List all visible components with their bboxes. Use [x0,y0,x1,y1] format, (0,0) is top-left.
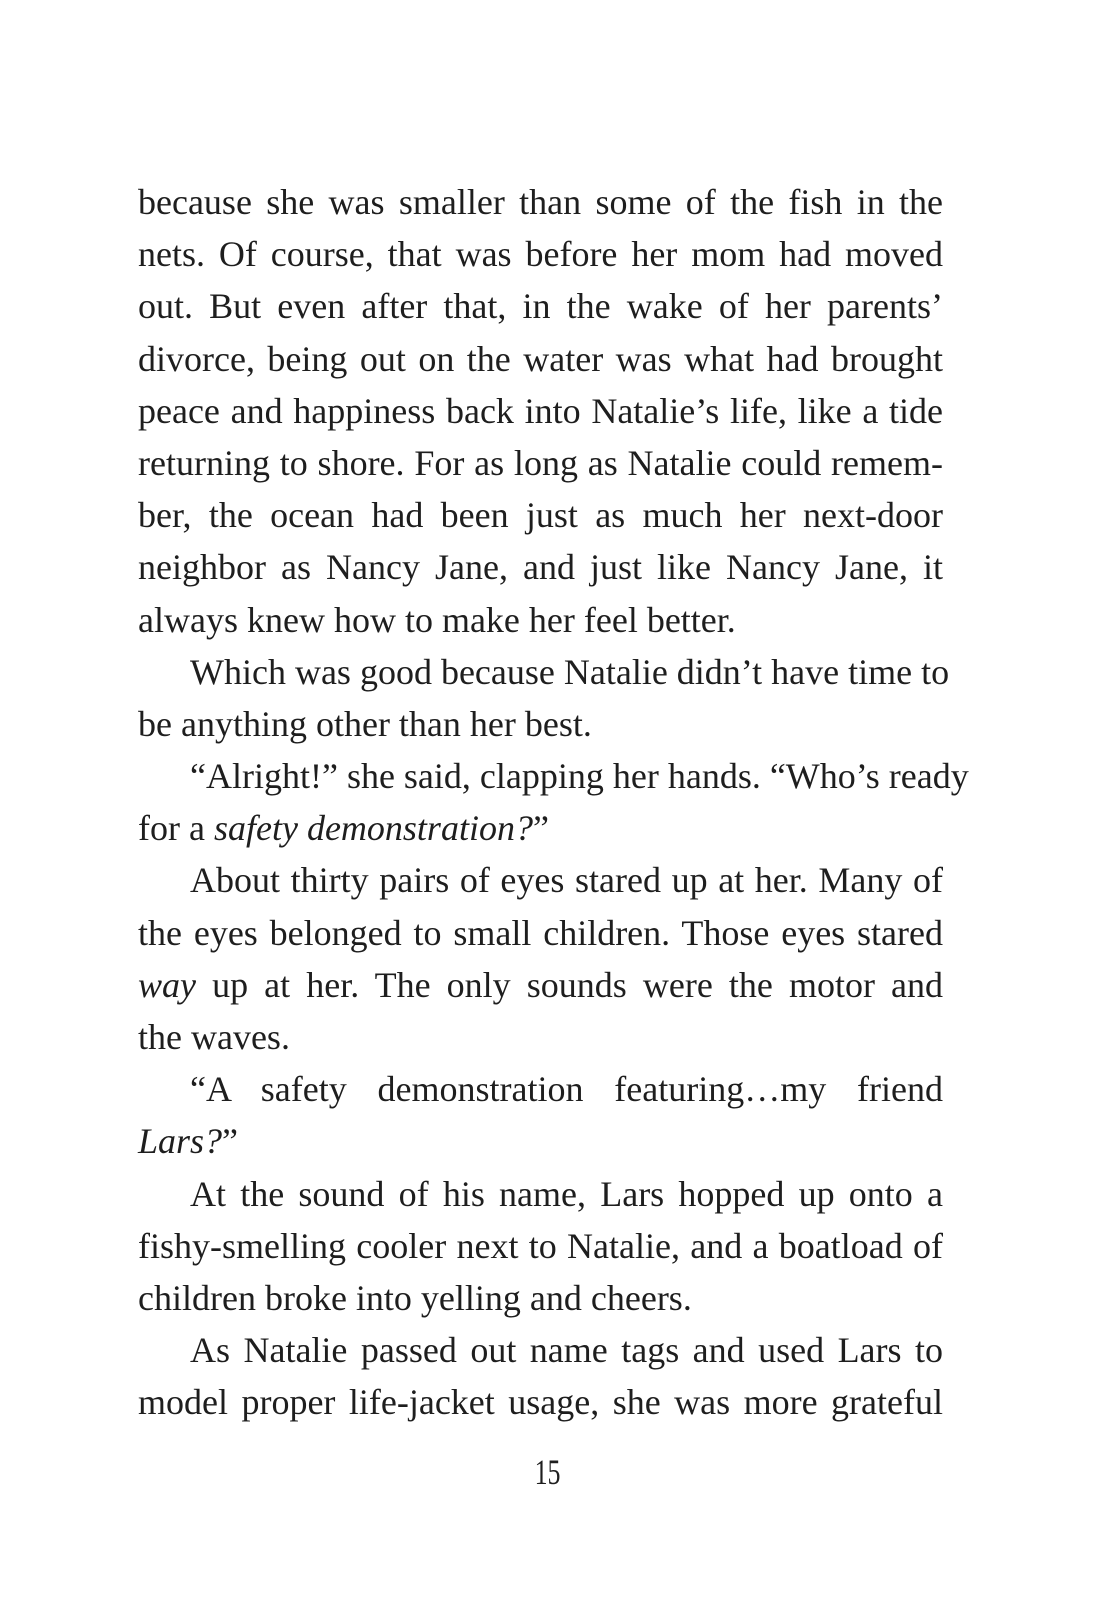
body-text [138,176,969,1429]
text-line: model proper life-jacket usage, she was more grateful [138,1382,943,1423]
italic-run: Lars? [138,1121,223,1162]
text-line: ber, the ocean had been just as much her next-door [138,495,943,536]
text-run: ” [222,1121,239,1162]
text-line: returning to shore. For as long as Natalie could remem- [138,442,943,483]
text-line: divorce, being out on the water was what had brought [138,338,943,379]
text-line: nets. Of course, that was before her mom had moved [138,234,943,275]
text-line: always knew how to make her feel better. [138,599,736,640]
text-line: because she was smaller than some of the fish in the [138,182,943,222]
italic-run: way [138,964,196,1005]
text-line: fishy-smelling cooler next to Natalie, and a boatload of [138,1225,943,1266]
text-line: the waves. [138,1017,290,1057]
text-run: up at her. The only sounds were the motor and [196,964,943,1005]
text-line: As Natalie passed out name tags and used Lars to [190,1330,943,1371]
text-line: the eyes belonged to small children. Those eyes stared [138,912,943,953]
text-line: be anything other than her best. [138,703,592,744]
text-run: for a [138,808,214,849]
italic-run: safety demonstration? [213,808,533,849]
text-line: “Alright!” she said, clapping her hands. “Who’s ready [190,756,969,797]
text-line: “A safety demonstration featuring…my friend [190,1069,943,1110]
text-run: ” [532,808,549,849]
text-line: children broke into yelling and cheers. [138,1277,692,1318]
text-line: neighbor as Nancy Jane, and just like Nancy Jane, it [138,547,943,588]
text-line [138,959,943,1011]
text-line: peace and happiness back into Natalie’s life, like a tide [138,390,943,431]
page-number: 15 [534,1452,561,1492]
text-line: out. But even after that, in the wake of her parents’ [138,286,943,327]
text-line [138,802,943,854]
text-line: At the sound of his name, Lars hopped up onto a [190,1173,943,1214]
text-line: About thirty pairs of eyes stared up at her. Many of [190,860,943,901]
text-line [138,1115,943,1167]
text-line: Which was good because Natalie didn’t have time to [190,651,950,692]
